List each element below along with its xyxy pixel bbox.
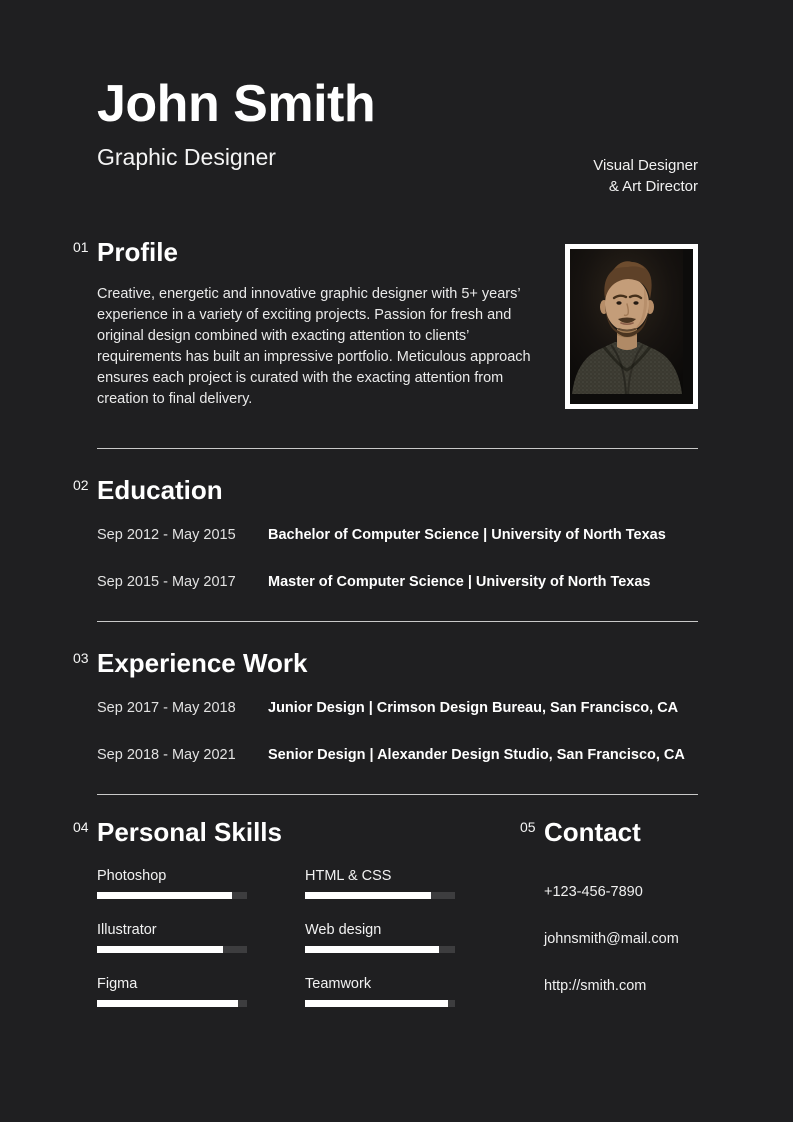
experience-section xyxy=(0,648,793,795)
education-row xyxy=(97,527,698,543)
skill-item xyxy=(305,868,455,899)
skills-heading xyxy=(73,817,520,848)
contact-items xyxy=(544,884,698,994)
skill-item xyxy=(97,922,247,953)
skill-item xyxy=(97,868,247,899)
skill-label: HTML & CSS xyxy=(305,868,392,885)
skill-label: Figma xyxy=(97,976,138,993)
contact-website: http://smith.com xyxy=(544,978,647,995)
skills-grid xyxy=(97,868,520,1030)
header xyxy=(0,0,793,197)
education-date: Sep 2012 - May 2015 xyxy=(97,527,236,544)
skill-label: Photoshop xyxy=(97,868,167,885)
skill-bar-fill xyxy=(97,892,232,899)
skill-item xyxy=(305,976,455,1007)
profile-text-block xyxy=(73,237,533,410)
section-title: Education xyxy=(97,475,223,506)
section-title: Personal Skills xyxy=(97,817,282,848)
education-section xyxy=(0,475,793,622)
person-name: John Smith xyxy=(97,75,376,133)
section-number: 01 xyxy=(73,239,89,256)
tagline-line-1: Visual Designer xyxy=(593,157,698,175)
experience-heading xyxy=(73,648,698,679)
profile-heading xyxy=(73,237,533,268)
role-row xyxy=(97,144,698,197)
skill-item xyxy=(97,976,247,1007)
education-heading xyxy=(73,475,698,506)
divider xyxy=(97,621,698,622)
skill-bar-track xyxy=(97,946,247,953)
skill-bar-track xyxy=(305,946,455,953)
education-detail: Master of Computer Science | University of North Texas xyxy=(268,574,651,591)
profile-photo-illustration xyxy=(570,249,683,394)
education-row xyxy=(97,574,698,590)
section-number: 03 xyxy=(73,650,89,667)
skill-bar-track xyxy=(305,892,455,899)
contact-email: johnsmith@mail.com xyxy=(544,931,679,948)
section-number: 05 xyxy=(520,819,536,836)
section-number: 02 xyxy=(73,477,89,494)
experience-date: Sep 2018 - May 2021 xyxy=(97,747,236,764)
experience-detail: Senior Design | Alexander Design Studio, San Francisco, CA xyxy=(268,747,685,764)
skill-bar-track xyxy=(97,892,247,899)
person-role: Graphic Designer xyxy=(97,144,276,171)
contact-phone: +123-456-7890 xyxy=(544,884,643,901)
skill-label: Teamwork xyxy=(305,976,372,993)
tagline-line-2: & Art Director xyxy=(608,178,698,196)
section-number: 04 xyxy=(73,819,89,836)
skill-bar-fill xyxy=(97,946,223,953)
skill-label: Web design xyxy=(305,922,382,939)
skill-bar-fill xyxy=(97,1000,238,1007)
skills-section xyxy=(73,817,520,1030)
experience-row xyxy=(97,700,698,716)
tagline xyxy=(593,155,698,197)
section-title: Experience Work xyxy=(97,648,308,679)
skill-label: Illustrator xyxy=(97,922,157,939)
experience-detail: Junior Design | Crimson Design Bureau, San Francisco, CA xyxy=(268,700,679,717)
skill-bar-fill xyxy=(305,892,431,899)
skill-bar-fill xyxy=(305,1000,448,1007)
skill-item xyxy=(305,922,455,953)
profile-row xyxy=(73,237,698,410)
skill-bar-fill xyxy=(305,946,439,953)
profile-photo xyxy=(565,244,698,409)
contact-section xyxy=(520,817,698,1030)
education-rows xyxy=(97,527,698,590)
skill-bar-track xyxy=(97,1000,247,1007)
education-date: Sep 2015 - May 2017 xyxy=(97,574,236,591)
experience-row xyxy=(97,747,698,763)
contact-heading xyxy=(520,817,698,848)
section-title: Contact xyxy=(544,817,641,848)
divider xyxy=(97,448,698,449)
bottom-row xyxy=(0,817,793,1030)
skill-bar-track xyxy=(305,1000,455,1007)
divider xyxy=(97,794,698,795)
experience-date: Sep 2017 - May 2018 xyxy=(97,700,236,717)
education-detail: Bachelor of Computer Science | University of North Texas xyxy=(268,527,666,544)
experience-rows xyxy=(97,700,698,763)
profile-paragraph: Creative, energetic and innovative graphic designer with 5+ years’ experience in a variety of exciting projects. Passion for fresh and original design combined with exacting attention to clients’ requirements has built an impressive portfolio. Meticulous approach ensures each project is curated with the exacting attention from creation to final delivery. xyxy=(97,286,531,408)
profile-section xyxy=(0,237,793,449)
section-title: Profile xyxy=(97,237,178,268)
